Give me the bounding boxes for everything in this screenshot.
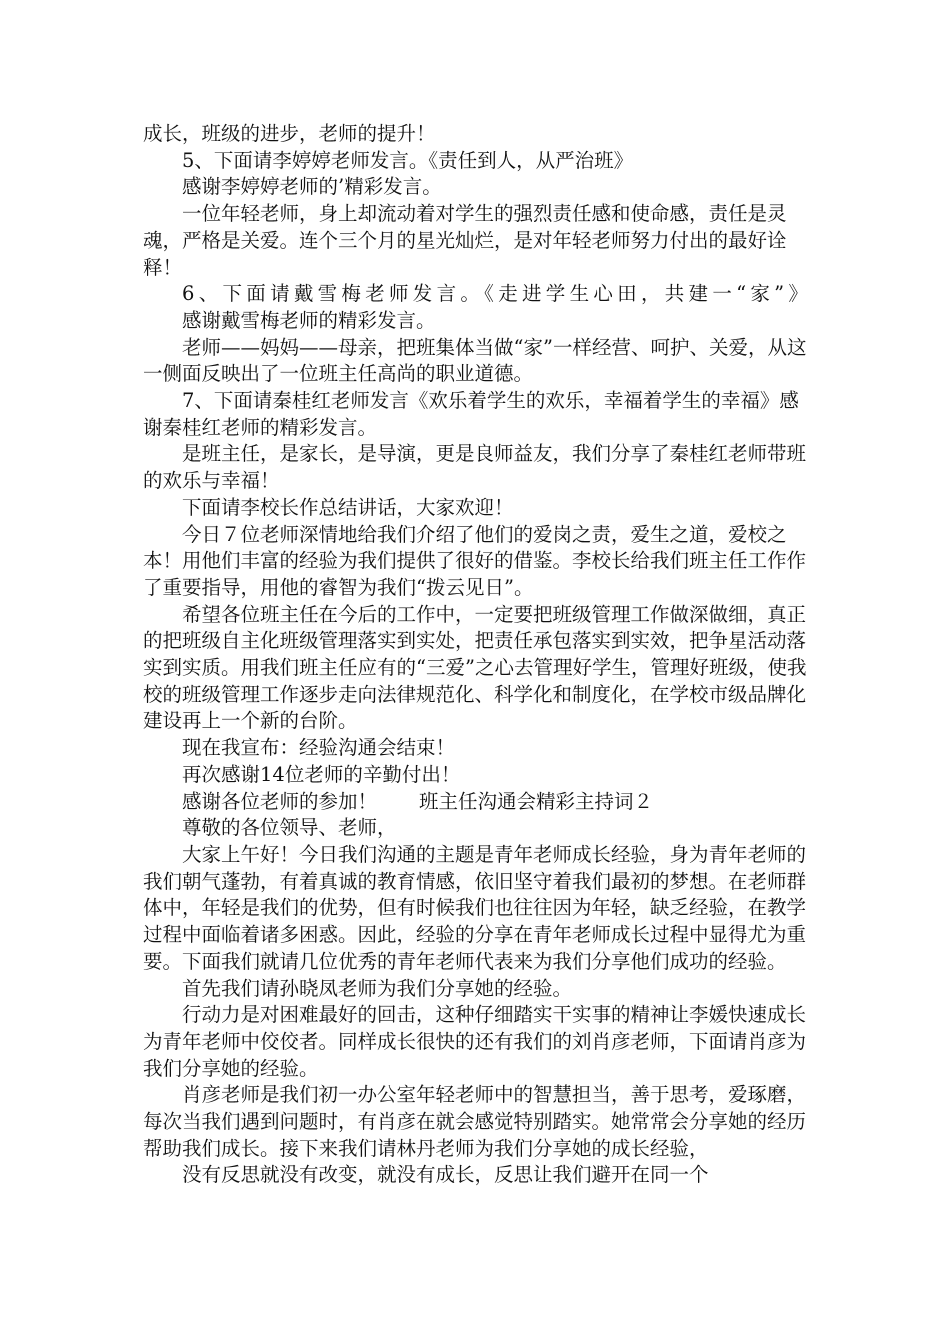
paragraph-principal-intro: 下面请李校长作总结讲话，大家欢迎！: [182, 495, 514, 519]
paragraph-comment-7: 是班主任，是家长，是导演，更是良师益友，我们分享了秦桂红老师带班的欢乐与幸福！: [143, 442, 807, 493]
paragraph-thanks-again: 再次感谢14位老师的辛勤付出！: [182, 762, 461, 786]
paragraph-speaker-6: 6、下面请戴雪梅老师发言。《走进学生心田，共建一“家”》: [182, 282, 813, 306]
paragraph-continuation: 成长，班级的进步，老师的提升！: [143, 122, 436, 145]
paragraph-summary: 今日７位老师深情地给我们介绍了他们的爱岗之责，爱生之道，爱校之本！用他们丰富的经验为我们提供了很好的借鉴。李校长给我们班主任工作作了重要指导，用他的睿智为我们“拨云见日”。: [143, 522, 807, 599]
paragraph-thanks-6: 感谢戴雪梅老师的精彩发言。: [182, 308, 436, 332]
paragraph-comment-5: 一位年轻老师，身上却流动着对学生的强烈责任感和使命感，责任是灵魂，严格是关爱。连个三个月的星光灿烂，是对年轻老师努力付出的最好诠释！: [143, 202, 787, 279]
paragraph-thanks-5: 感谢李婷婷老师的’精彩发言。: [182, 175, 442, 199]
paragraph-announcement: 现在我宣布：经验沟通会结束！: [182, 736, 456, 760]
paragraph-xiaoyan: 肖彦老师是我们初一办公室年轻老师中的智慧担当，善于思考，爱琢磨，每次当我们遇到问题时，有肖彦在就会感觉特别踏实。她常常会分享她的经历帮助我们成长。接下来我们请林丹老师为我们分享她的成长经验，: [143, 1083, 807, 1160]
paragraph-speaker-7: 7、下面请秦桂红老师发言《欢乐着学生的欢乐，幸福着学生的幸福》感谢秦桂红老师的精彩发言。: [143, 389, 799, 439]
paragraph-action: 行动力是对困难最好的回击，这种仔细踏实干实事的精神让李媛快速成长为青年老师中佼佼者。同样成长很快的还有我们的刘肖彦老师，下面请肖彦为我们分享她的经验。: [143, 1003, 807, 1080]
paragraph-opening: 大家上午好！今日我们沟通的主题是青年老师成长经验，身为青年老师的我们朝气蓬勃，有着真诚的教育情感，依旧坚守着我们最初的梦想。在老师群体中，年轻是我们的优势，但有时候我们也往往因为年轻，缺乏经验，在教学过程中面临着诸多困惑。因此，经验的分享在青年老师成长过程中显得尤为重要。下面我们就请几位优秀的青年老师代表来为我们分享他们成功的经验。: [143, 842, 807, 973]
paragraph-comment-6: 老师——妈妈——母亲，把班集体当做“家”一样经营、呵护、关爱，从这一侧面反映出了一位班主任高尚的职业道德。: [143, 335, 807, 386]
paragraph-greeting: 尊敬的各位领导、老师，: [182, 816, 397, 840]
paragraph-hope: 希望各位班主任在今后的工作中，一定要把班级管理工作做深做细，真正的把班级自主化班级管理落实到实处，把责任承包落实到实效，把争星活动落实到实质。用我们班主任应有的“三爱”之心去管理好学生，管理好班级，使我校的班级管理工作逐步走向法律规范化、科学化和制度化，在学校市级品牌化建设再上一个新的台阶。: [143, 602, 807, 733]
paragraph-first-speaker: 首先我们请孙晓凤老师为我们分享她的经验。: [182, 976, 573, 1000]
paragraph-speaker-5: 5、下面请李婷婷老师发言。《责任到人，从严治班》: [182, 148, 634, 172]
closing-thanks-text: 感谢各位老师的参加！: [182, 789, 378, 813]
section-title-2: 班主任沟通会精彩主持词２: [419, 789, 654, 813]
paragraph-reflection: 没有反思就没有改变，就没有成长，反思让我们避开在同一个: [182, 1163, 709, 1187]
document-body: [143, 121, 811, 1189]
paragraph-closing-line: [143, 789, 811, 816]
